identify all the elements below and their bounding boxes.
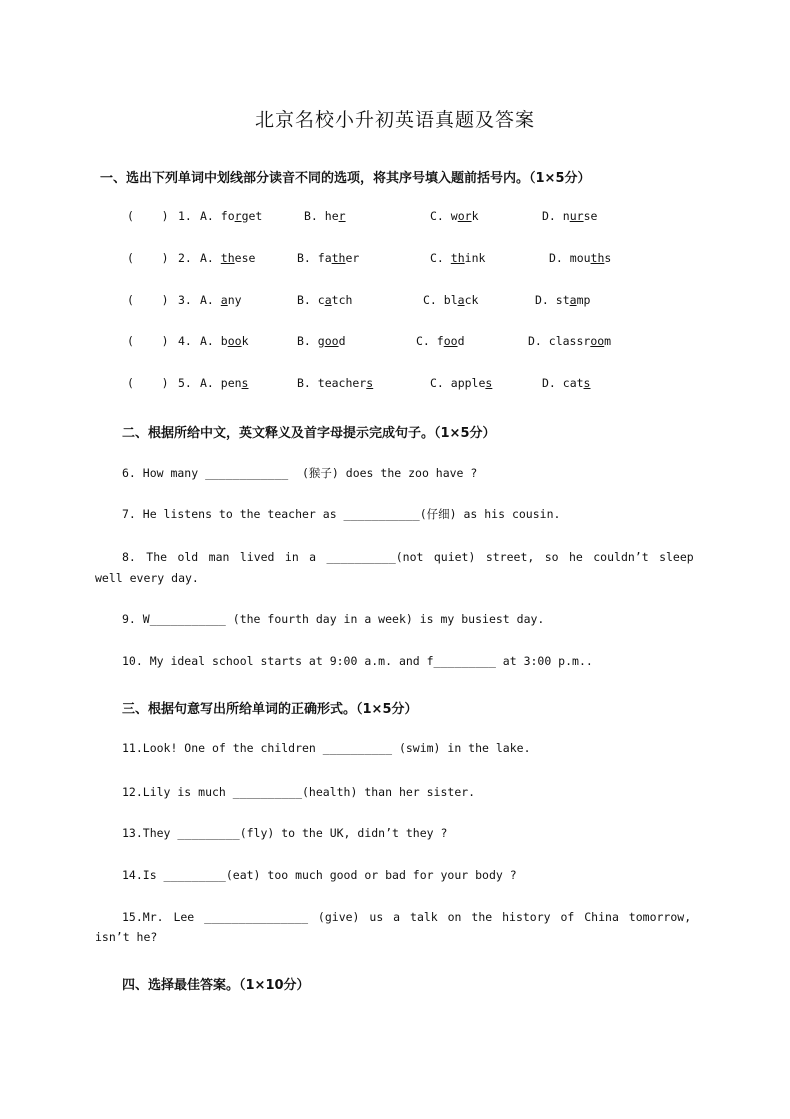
sentence-item-14: 14.Is _________(eat) too much good or bad for your body ? bbox=[122, 868, 517, 882]
option-b: B. catch bbox=[297, 293, 353, 307]
question-number: 3. bbox=[178, 293, 192, 307]
sentence-item-8-continued: well every day. bbox=[95, 571, 199, 585]
option-d: D. nurse bbox=[542, 209, 598, 223]
sentence-item-11: 11.Look! One of the children __________ (swim) in the lake. bbox=[122, 741, 531, 755]
answer-bracket[interactable]: ( ) bbox=[127, 376, 169, 390]
option-c: C. food bbox=[416, 334, 465, 348]
option-c: C. work bbox=[430, 209, 479, 223]
option-b: B. good bbox=[297, 334, 346, 348]
section-heading-1: 一、选出下列单词中划线部分读音不同的选项，将其序号填入题前括号内。（1×5分） bbox=[100, 171, 591, 186]
sentence-item-9: 9. W___________ (the fourth day in a week) is my busiest day. bbox=[122, 612, 545, 626]
option-a: A. forget bbox=[200, 209, 263, 223]
sentence-item-13: 13.They _________(fly) to the UK, didn’t they ? bbox=[122, 826, 448, 840]
answer-bracket[interactable]: ( ) bbox=[127, 251, 169, 265]
option-b: B. teachers bbox=[297, 376, 374, 390]
answer-bracket[interactable]: ( ) bbox=[127, 209, 169, 223]
option-d: D. cats bbox=[542, 376, 591, 390]
option-d: D. classroom bbox=[528, 334, 612, 348]
option-a: A. pens bbox=[200, 376, 249, 390]
sentence-item-12: 12.Lily is much __________(health) than her sister. bbox=[122, 785, 476, 799]
question-number: 2. bbox=[178, 251, 192, 265]
question-number: 1. bbox=[178, 209, 192, 223]
option-a: A. these bbox=[200, 251, 256, 265]
section-heading-3: 三、根据句意写出所给单词的正确形式。（1×5分） bbox=[122, 702, 418, 717]
option-d: D. stamp bbox=[535, 293, 591, 307]
option-b: B. her bbox=[304, 209, 346, 223]
option-c: C. apples bbox=[430, 376, 493, 390]
sentence-item-15: 15.Mr. Lee _______________ (give) us a talk on the history of China tomorrow, bbox=[122, 910, 692, 924]
option-d: D. mouths bbox=[549, 251, 612, 265]
sentence-item-10: 10. My ideal school starts at 9:00 a.m. and f_________ at 3:00 p.m.. bbox=[122, 654, 593, 668]
answer-bracket[interactable]: ( ) bbox=[127, 293, 169, 307]
sentence-item-6: 6. How many ____________ (猴子) does the zoo have ? bbox=[122, 466, 478, 480]
sentence-item-8: 8. The old man lived in a __________(not quiet) street, so he couldn’t sleep bbox=[122, 550, 694, 564]
answer-bracket[interactable]: ( ) bbox=[127, 334, 169, 348]
page-title: 北京名校小升初英语真题及答案 bbox=[254, 109, 535, 131]
sentence-item-7: 7. He listens to the teacher as ___________(仔细) as his cousin. bbox=[122, 507, 561, 521]
sentence-item-15-continued: isn’t he? bbox=[95, 930, 158, 944]
option-b: B. father bbox=[297, 251, 360, 265]
option-a: A. book bbox=[200, 334, 249, 348]
option-c: C. think bbox=[430, 251, 486, 265]
option-c: C. black bbox=[423, 293, 479, 307]
question-number: 4. bbox=[178, 334, 192, 348]
section-heading-4: 四、选择最佳答案。（1×10分） bbox=[122, 978, 310, 993]
section-heading-2: 二、根据所给中文，英文释义及首字母提示完成句子。（1×5分） bbox=[122, 426, 496, 441]
question-number: 5. bbox=[178, 376, 192, 390]
option-a: A. any bbox=[200, 293, 242, 307]
